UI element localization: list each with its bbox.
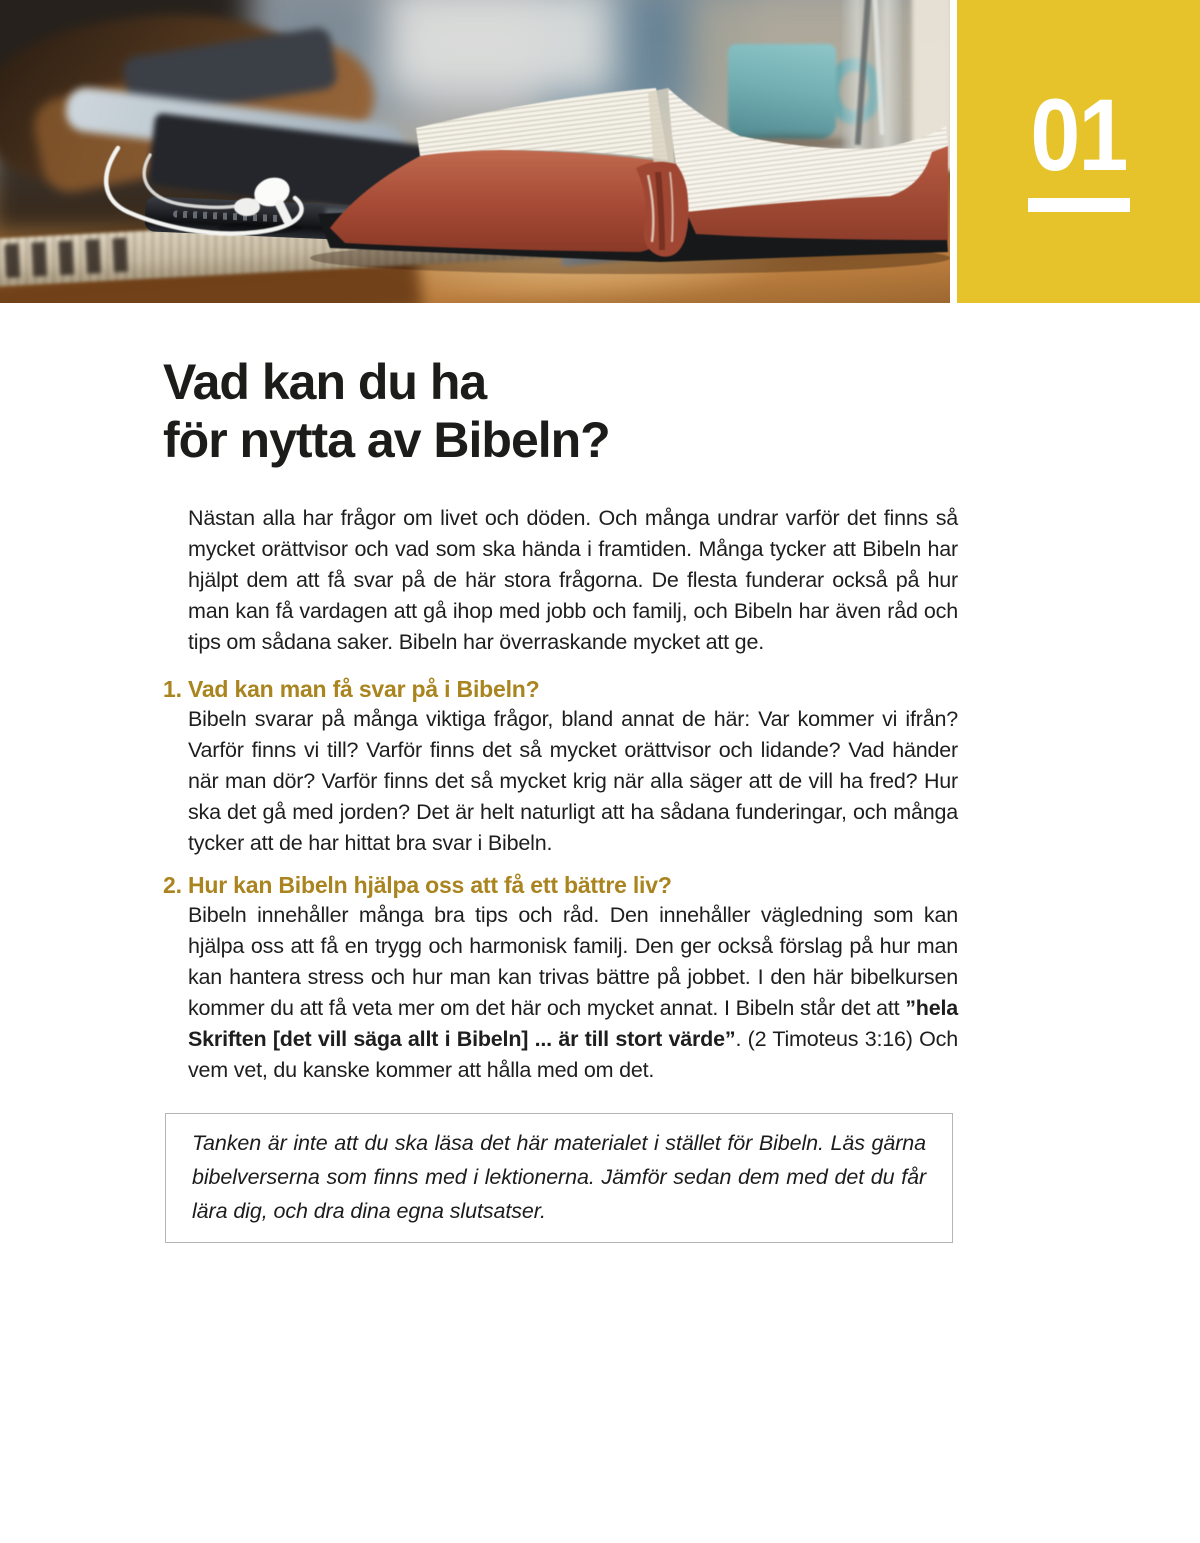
lesson-number: 01 <box>1030 78 1127 192</box>
section-1-heading: 1. Vad kan man få svar på i Bibeln? <box>163 676 540 702</box>
photo-earbuds <box>106 148 302 234</box>
hero-header <box>0 0 1200 303</box>
page-title-line2: för nytta av Bibeln? <box>163 412 610 468</box>
note-box-text: Tanken är inte att du ska läsa det här materialet i stället för Bibeln. Läs gärna bibelverserna som finns med i lektionerna. Jämför sedan dem med det du får lära dig, och dra dina egna slutsatser. <box>192 1131 926 1223</box>
header-photo <box>0 0 950 303</box>
section-2-body-column <box>188 900 958 1086</box>
page-title-line1: Vad kan du ha <box>163 354 487 410</box>
section-1-body: Bibeln svarar på många viktiga frågor, bland annat de här: Var kommer vi ifrån? Varför finns vi till? Varför finns det så mycket orättvisor och lidande? Vad händer när man dör? Varför finns det så mycket krig när alla säger att de vill ha fred? Hur ska det gå med jorden? Det är helt naturligt att ha sådana funderingar, och många tycker att de har hittat bra svar i Bibeln. <box>188 707 958 855</box>
lesson-number-badge <box>957 0 1200 303</box>
lesson-number-underline <box>1028 198 1130 212</box>
note-box <box>165 1113 953 1243</box>
section-1-body-column <box>188 704 958 859</box>
page-title <box>163 353 958 469</box>
main-content <box>163 303 958 1243</box>
intro-paragraph: Nästan alla har frågor om livet och döden. Och många undrar varför det finns så mycket orättvisor och vad som ska hända i framtiden. Många tycker att Bibeln har hjälpt dem att få svar på de här stora frågorna. De flesta funderar också på hur man kan få vardagen att gå ihop med jobb och familj, och Bibeln har även råd och tips om sådana saker. Bibeln har överraskande mycket att ge. <box>188 506 958 654</box>
body-column <box>188 503 958 658</box>
section-2-text-before-quote: Bibeln innehåller många bra tips och råd. Den innehåller vägledning som kan hjälpa oss att få en trygg och harmonisk familj. Den ger också förslag på hur man kan hantera stress och hur man kan trivas bättre på jobbet. I den här bibelkursen kommer du att få veta mer om det här och mycket annat. I Bibeln står det att <box>188 903 958 1020</box>
photo-open-bible <box>0 0 950 303</box>
section-2-text-after-quote: . (2 Timoteus 3:16) Och vem vet, du kanske kommer att hålla med om det. <box>188 1027 958 1082</box>
scripture-quote-bold: ”hela Skriften [det vill säga allt i Bibeln] ... är till stort värde” <box>188 996 958 1051</box>
section-2-body <box>188 900 958 1086</box>
section-2-heading: 2. Hur kan Bibeln hjälpa oss att få ett bättre liv? <box>163 872 672 898</box>
